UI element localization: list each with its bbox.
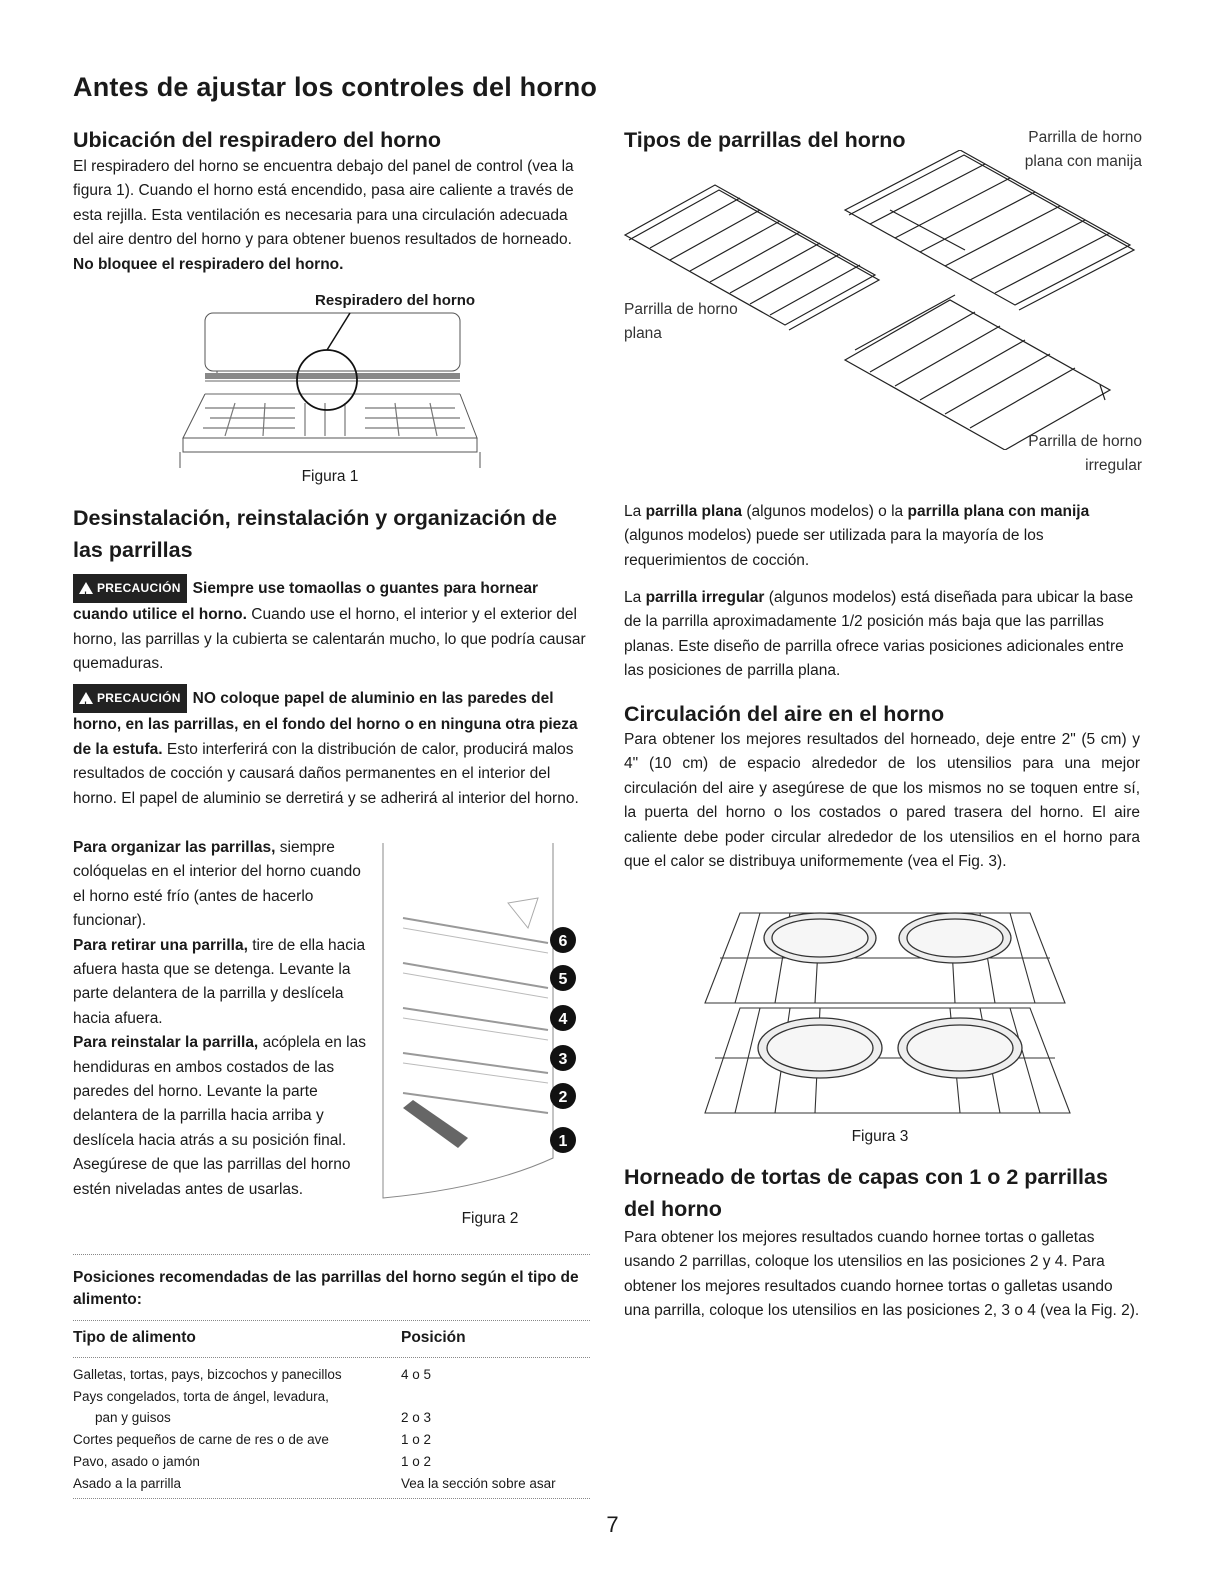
- racks-heading: Desinstalación, reinstalación y organización de las parrillas: [73, 506, 557, 562]
- caution-badge: !PRECAUCIÓN: [73, 684, 187, 713]
- figure-1-oven-vent: [175, 308, 485, 468]
- air-heading: Circulación del aire en el horno: [624, 702, 945, 726]
- warning-icon: [79, 582, 93, 594]
- table-header: [73, 1320, 590, 1358]
- rack-position-table: [73, 1320, 590, 1499]
- table-row: Asado a la parrilla Vea la sección sobre asar: [73, 1475, 556, 1491]
- column-food-type: Tipo de alimento: [73, 1329, 196, 1346]
- caution-1: !PRECAUCIÓN Siempre use tomaollas o guantes para hornear cuando utilice el horno. Cuando use el horno, el interior y el exterior del horno, las parrillas y la cubierta se calentarán mucho, lo que podría causar quemaduras.: [73, 574, 588, 677]
- vent-body: El respiradero del horno se encuentra debajo del panel de control (vea la figura 1). Cuando el horno está encendido, pasa aire caliente a través de esta rejilla. Esta ventilación es necesaria para una circulación adecuada del aire dentro del horno y para obtener buenos resultados de horneado. No bloquee el respiradero del horno.: [73, 158, 574, 273]
- offset-rack: [845, 295, 1110, 450]
- table-row: Cortes pequeños de carne de res o de ave 1 o 2: [73, 1432, 432, 1448]
- flat-rack-with-handle: [845, 150, 1134, 310]
- caution-2: !PRECAUCIÓN NO coloque papel de aluminio en las paredes del horno, en las parrillas, en el fondo del horno o en ninguna otra pieza de la estufa. Esto interferirá con la distribución de calor, producirá malos resultados de cocción y causará daños permanentes en el interior del horno. El papel de aluminio se derretirá y se adherirá al interior del horno.: [73, 684, 588, 811]
- figure-1-caption: Figura 1: [301, 468, 359, 485]
- rack-types-p2: La parrilla irregular (algunos modelos) está diseñada para ubicar la base de la parrilla aproximadamente 1/2 posición más baja que las parrillas planas. Este diseño de parrilla ofrece varias posiciones adicionales entre las posiciones de parrilla plana.: [624, 589, 1134, 680]
- figure-2-rack-positions: [378, 838, 593, 1213]
- cake-pans: [758, 913, 1022, 1078]
- label-flat-rack-with-handle: Parrilla de horno plana con manija: [1024, 129, 1142, 170]
- table-row: Pavo, asado o jamón 1 o 2: [73, 1453, 432, 1469]
- rack-types-heading: Tipos de parrillas del horno: [624, 128, 906, 152]
- table-row: Pays congelados, torta de ángel, levadura,: [73, 1388, 329, 1404]
- label-flat-rack: Parrilla de horno plana: [624, 301, 738, 342]
- air-body: Para obtener los mejores resultados del horneado, deje entre 2" (5 cm) y 4" (10 cm) de espacio alrededor de los utensilios para una mejor circulación del aire y asegúrese de que los mismos no se toquen entre sí, la puerta del horno o los costados o pared trasera del horno. El aire caliente debe poder circular alrededor de los utensilios en el horno para que el calor se distribuya uniformemente (vea el Fig. 3).: [624, 731, 1140, 871]
- rack-position-badges: [550, 927, 576, 1153]
- table-title: Posiciones recomendadas de las parrillas del horno según el tipo de alimento:: [73, 1254, 590, 1311]
- caution-badge: !PRECAUCIÓN: [73, 574, 187, 603]
- vent-heading: Ubicación del respiradero del horno: [73, 128, 441, 152]
- page-title: Antes de ajustar los controles del horno: [73, 72, 598, 102]
- figure-3-air-circulation: [700, 908, 1075, 1120]
- page-number: 7: [606, 1512, 619, 1537]
- table-row: pan y guisos 2 o 3: [95, 1410, 432, 1426]
- table-row: Galletas, tortas, pays, bizcochos y panecillos 4 o 5: [73, 1367, 432, 1382]
- rack-instructions: Para organizar las parrillas, siempre colóquelas en el interior del horno cuando el horno esté frío (antes de hacerlo funcionar). Para retirar una parrilla, tire de ella hacia afuera hasta que se detenga. Levante la parte delantera de la parrilla y deslícela hacia afuera. Para reinstalar la parrilla, acóplela en las hendiduras en ambos costados de las paredes del horno. Levante la parte delantera de la parrilla hacia arriba y deslícela hacia atrás a su posición final. Asegúrese de que las parrillas del horno estén niveladas antes de usarlas.: [73, 839, 366, 1198]
- layer-cake-body: Para obtener los mejores resultados cuando hornee tortas o galletas usando 2 parrillas, coloque los utensilios en las posiciones 2 y 4. Para obtener los mejores resultados cuando hornee tortas o galletas usando una parrilla, coloque los utensilios en las posiciones 2, 3 o 4 (vea la Fig. 2).: [624, 1229, 1140, 1320]
- warning-icon: [79, 692, 93, 704]
- column-position: Posición: [401, 1329, 466, 1346]
- layer-cake-heading: Horneado de tortas de capas con 1 o 2 parrillas del horno: [624, 1165, 1108, 1221]
- vent-figure-label: Respiradero del horno: [315, 292, 476, 309]
- svg-text:1: 1: [558, 1133, 568, 1150]
- svg-text:4: 4: [558, 1011, 568, 1028]
- figure-2-caption: Figura 2: [461, 1210, 519, 1227]
- label-offset-rack: Parrilla de horno irregular: [1028, 433, 1142, 474]
- svg-text:2: 2: [558, 1089, 568, 1106]
- svg-text:5: 5: [558, 971, 568, 988]
- rack-types-p1: La parrilla plana (algunos modelos) o la parrilla plana con manija (algunos modelos) puede ser utilizada para la mayoría de los requerimientos de cocción.: [624, 503, 1090, 569]
- figure-3-caption: Figura 3: [851, 1128, 909, 1145]
- svg-text:3: 3: [558, 1051, 568, 1068]
- svg-text:6: 6: [558, 933, 568, 950]
